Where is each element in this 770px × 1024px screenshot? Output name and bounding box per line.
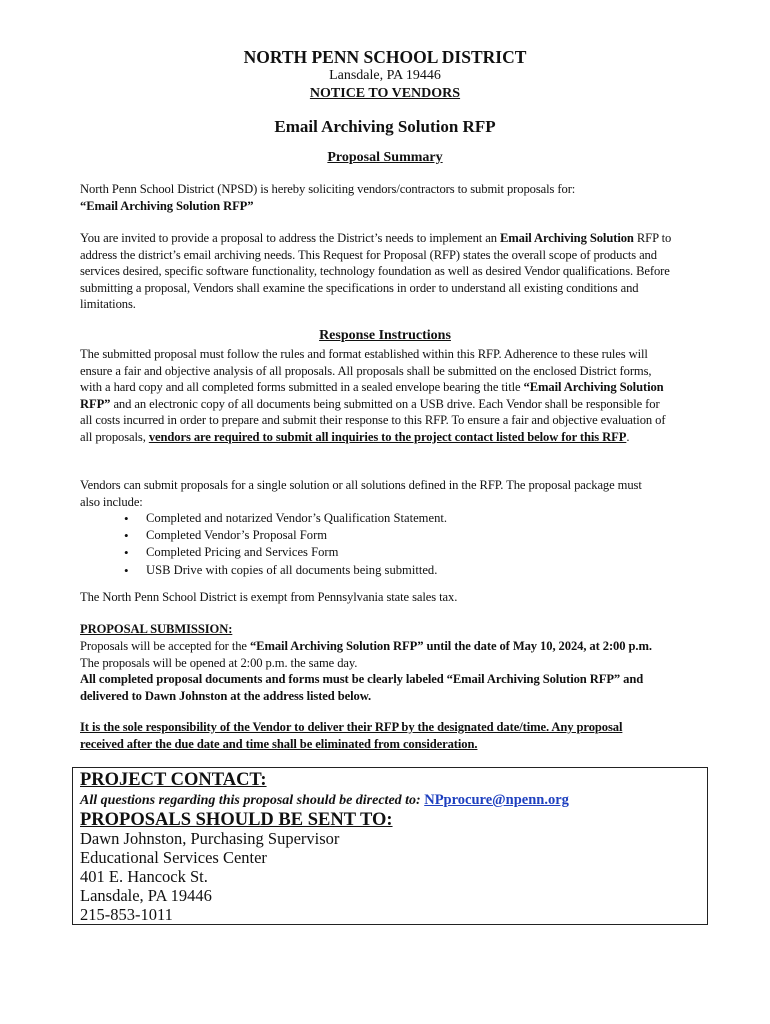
send-to-heading: PROPOSALS SHOULD BE SENT TO: [80,810,393,830]
list-item: • Completed Vendor’s Proposal Form [80,527,640,544]
project-contact-heading: PROJECT CONTACT: [80,770,267,790]
list-item: • Completed and notarized Vendor’s Qualification Statement. [80,510,640,527]
list-item: • Completed Pricing and Services Form [80,544,640,561]
summary-paragraph-1 [80,181,680,214]
response-period: . [626,429,630,444]
summary-p2-bold: Email Archiving Solution [499,231,634,245]
submission-text-a: Proposals will be accepted for the [80,639,250,653]
vendor-package-paragraph: Vendors can submit proposals for a single solution or all solutions defined in the RFP. The proposal package must also include: [80,478,642,509]
contact-city: Lansdale, PA 19446 [80,886,212,905]
submission-opening-time: The proposals will be opened at 2:00 p.m. the same day. [80,655,358,670]
delivery-responsibility-warning: It is the sole responsibility of the Vendor to deliver their RFP by the designated date/time. Any proposal received after the due date and time shall be eliminated from consideration. [80,720,623,751]
contact-question-line [80,792,569,809]
response-text-a: The submitted proposal must follow the rules and format established within this RFP. Adherence to these rules will ensure a fair and objective analysis of all proposals. All proposals shall be submitted on the enclosed District forms, with a hard copy and all completed forms submitted in a sealed envelope bearing the title [80,347,652,395]
submission-paragraph [80,638,670,704]
summary-rfp-title: “Email Archiving Solution RFP” [80,198,254,213]
district-location: Lansdale, PA 19446 [329,68,441,83]
contact-email-link[interactable]: NPprocure@npenn.org [424,792,569,808]
response-paragraph [80,346,672,446]
contact-phone: 215-853-1011 [80,905,173,924]
contact-street: 401 E. Hancock St. [80,867,208,886]
response-rfp-title: “Email Archiving Solution RFP” [80,380,664,411]
contact-building: Educational Services Center [80,848,267,867]
package-requirements-list [80,510,640,579]
contact-question-text: All questions regarding this proposal should be directed to: [80,793,425,808]
list-item: • USB Drive with copies of all documents being submitted. [80,562,640,579]
notice-heading: NOTICE TO VENDORS [309,86,461,101]
tax-exempt-note: The North Penn School District is exempt from Pennsylvania state sales tax. [80,590,458,604]
summary-paragraph-2 [80,230,680,313]
response-instructions-heading: Response Instructions [319,328,451,343]
submission-labeling-rule: All completed proposal documents and forms must be clearly labeled “Email Archiving Solution RFP” and delivered to Dawn Johnston at the address listed below. [80,672,644,703]
proposal-submission-heading: PROPOSAL SUBMISSION: [80,622,233,636]
proposal-summary-heading: Proposal Summary [327,150,443,165]
project-contact-box [72,767,708,925]
district-name: NORTH PENN SCHOOL DISTRICT [243,47,527,67]
summary-p2-text-a: You are invited to provide a proposal to address the District’s needs to implement an [80,231,500,245]
summary-intro-text: North Penn School District (NPSD) is hereby soliciting vendors/contractors to submit proposals for: [80,182,576,196]
response-text-c: and an electronic copy of all documents being submitted on a USB drive. Each Vendor shall be responsible for all costs incurred in order to prepare and submit their response to this RFP. To ensure a fair and objective evaluation of all proposals, [80,396,666,444]
contact-name: Dawn Johnston, Purchasing Supervisor [80,829,340,848]
submission-deadline: “Email Archiving Solution RFP” until the date of May 10, 2024, at 2:00 p.m. [249,639,652,653]
document-title: Email Archiving Solution RFP [274,117,496,136]
response-inquiry-requirement: vendors are required to submit all inquiries to the project contact listed below for this RFP [148,429,627,444]
summary-p2-text-c: RFP to address the district’s email archiving needs. This Request for Proposal (RFP) states the overall scope of products and services desired, specific software functionality, technology foundation as well as desired Vendor qualifications. Before submitting a proposal, Vendors shall examine the specifications in order to understand all existing conditions and limitations. [80,231,672,312]
